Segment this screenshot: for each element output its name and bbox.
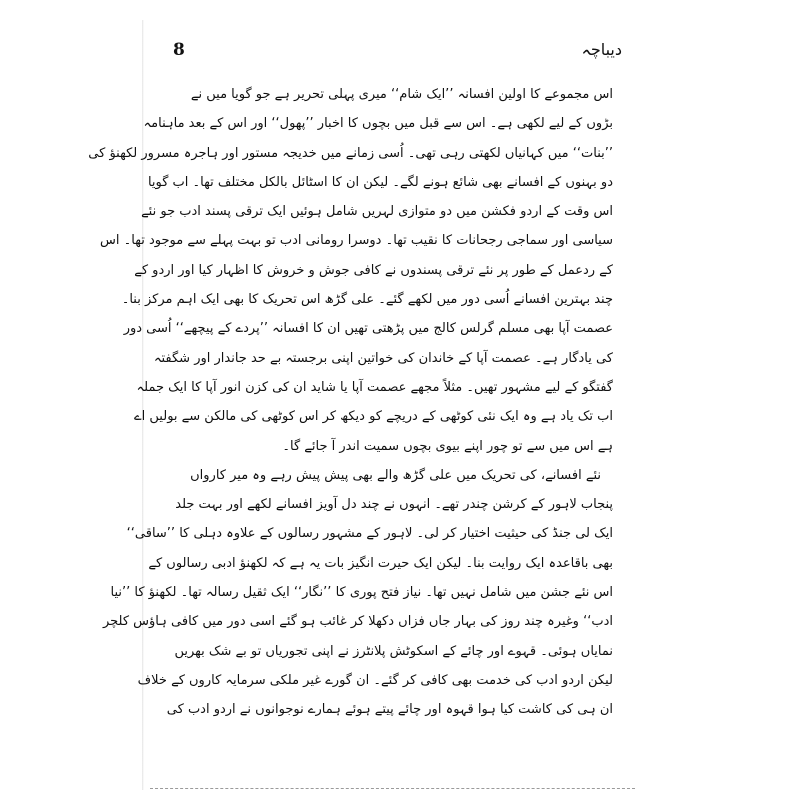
text-line: بڑوں کے لیے لکھی ہے۔ اس سے قبل میں بچوں کا اخبار ’’پھول‘‘ اور اس کے بعد ماہنامہ [143, 116, 613, 132]
text-line: ادب‘‘ وغیرہ چند روز کی بہار جاں فزاں دکھلا کر غائب ہو گئے اسی دور میں کافی ہاؤس کلچر [102, 614, 613, 630]
text-line: ان ہی کی کاشت کیا ہوا قہوہ اور چائے پیتے ہوئے ہمارے نوجوانوں نے اردو ادب کی [166, 702, 613, 718]
text-line: اب تک یاد ہے وہ ایک نئی کوٹھی کے دریچے کو دیکھ کر اس کوٹھی کی مالکن سے بولیں اے [134, 409, 613, 425]
body-text [88, 80, 613, 725]
text-line: اس وقت کے اردو فکشن میں دو متوازی لہریں شامل ہوئیں ایک ترقی پسند ادب جو نئے [141, 204, 613, 220]
text-line: سیاسی اور سماجی رجحانات کا نقیب تھا۔ دوسرا رومانی ادب تو بہت پہلے سے موجود تھا۔ اس [100, 233, 613, 249]
text-line: چند بہترین افسانے اُسی دور میں لکھے گئے۔ علی گڑھ اس تحریک کا بھی ایک اہم مرکز بنا۔ [121, 292, 613, 308]
text-line: دو بہنوں کے افسانے بھی شائع ہونے لگے۔ لیکن ان کا اسٹائل بالکل مختلف تھا۔ اب گویا [147, 174, 613, 190]
text-line: گفتگو کے لیے مشہور تھیں۔ مثلاً مجھے عصمت آپا یا شاید ان کی کزن انور آپا کا ایک جملہ [136, 379, 613, 395]
text-line: کی یادگار ہے۔ عصمت آپا کے خاندان کی خواتین اپنی برجستہ بے حد جاندار اور شگفتہ [153, 350, 613, 366]
page-bottom-edge [150, 788, 635, 790]
text-line: عصمت آپا بھی مسلم گرلس کالج میں پڑھتی تھیں ان کا افسانہ ’’پردے کے پیچھے‘‘ اُسی دور [123, 321, 613, 337]
text-line: ’’بنات‘‘ میں کہانیاں لکھتی رہی تھی۔ اُسی زمانے میں خدیجہ مستور اور ہاجرہ مسرور لکھنؤ کی [88, 145, 613, 161]
text-line: کے ردعمل کے طور پر نئے ترقی پسندوں نے کافی جوش و خروش کا اظہار کیا اور اردو کے [134, 262, 613, 278]
text-line: ایک لی جنڈ کی حیثیت اختیار کر لی۔ لاہور کے مشہور رسالوں کے علاوہ دہلی کا ’’ساقی‘‘ [126, 526, 613, 542]
text-line: لیکن اردو ادب کی خدمت بھی کافی کر گئے۔ ان گورے غیر ملکی سرمایہ کاروں کے خلاف [137, 672, 613, 688]
text-line: ہے اس میں سے تو چور اپنے بیوی بچوں سمیت اندر آ جائے گا۔ [282, 438, 613, 454]
text-line: اس مجموعے کا اولین افسانہ ’’ایک شام‘‘ میری پہلی تحریر ہے جو گویا میں نے [190, 87, 613, 102]
text-line: پنجاب لاہور کے کرشن چندر تھے۔ انہوں نے چند دل آویز افسانے لکھے اور بہت جلد [175, 497, 613, 513]
page-number: 8 [173, 40, 185, 60]
running-head: دیباچہ [581, 40, 622, 59]
text-line: بھی باقاعدہ ایک روایت بنا۔ لیکن ایک حیرت انگیز بات یہ ہے کہ لکھنؤ ادبی رسالوں کے [148, 555, 613, 571]
text-line: نمایاں ہوئی۔ قہوے اور چائے کے اسکوٹش پلانٹرز نے اپنی تجوریاں تو بے شک بھریں [174, 643, 613, 659]
text-line: اس نئے جشن میں شامل نہیں تھا۔ نیاز فتح پوری کا ’’نگار‘‘ ایک ثقیل رسالہ تھا۔ لکھنؤ کا ’’نیا [110, 585, 613, 601]
text-line: نئے افسانے، کی تحریک میں علی گڑھ والے بھی پیش پیش رہے وہ میر کارواں [190, 467, 601, 483]
